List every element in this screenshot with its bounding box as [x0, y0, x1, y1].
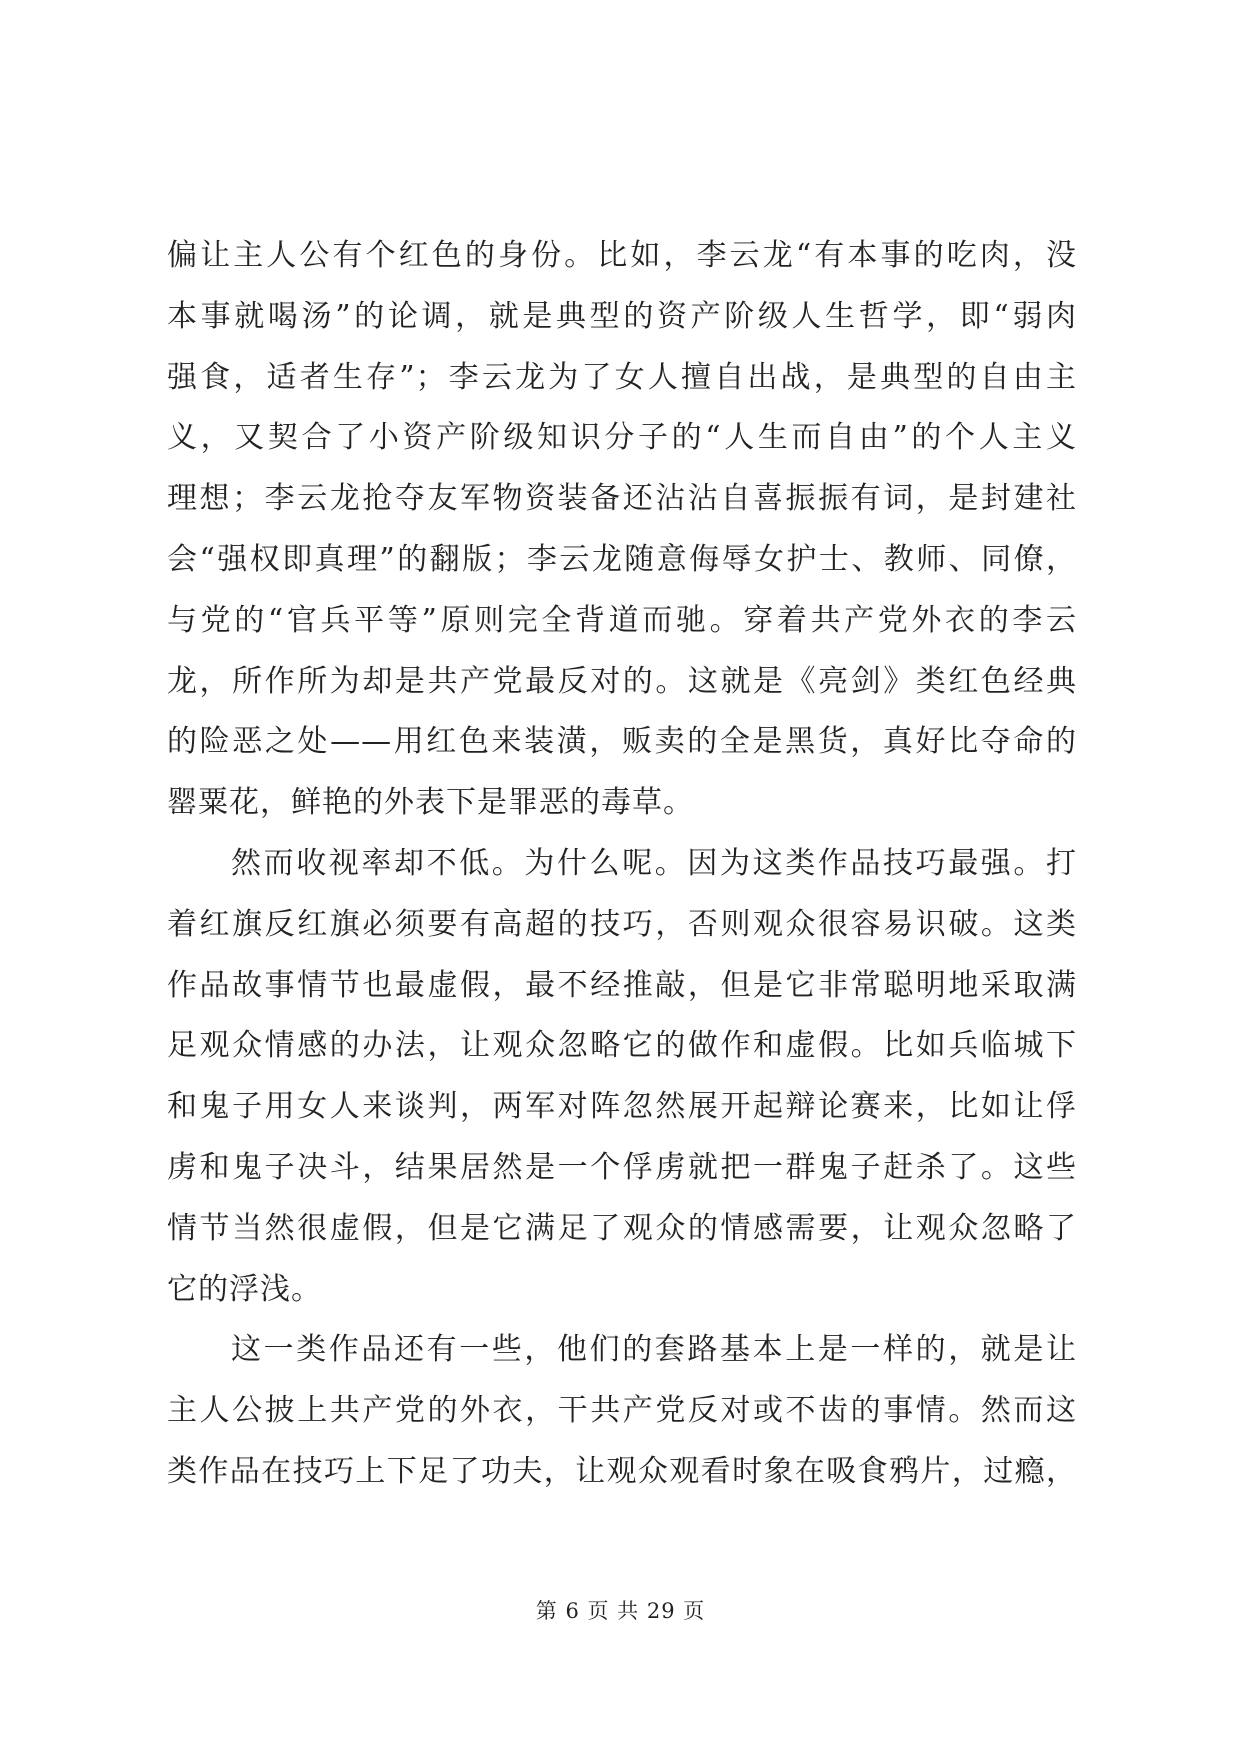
text-line: 然而收视率却不低。为什么呢。因为这类作品技巧最强。打: [231, 845, 1077, 881]
text-line: 它的浮浅。: [167, 1271, 322, 1307]
text-line: 偏让主人公有个红色的身份。比如，李云龙“有本事的吃肉，没: [167, 238, 1077, 273]
text-line: 本事就喝汤”的论调，就是典型的资产阶级人生哲学，即“弱肉: [167, 298, 1077, 334]
text-line: 情节当然很虚假，但是它满足了观众的情感需要，让观众忽略了: [167, 1210, 1077, 1246]
text-line: 和鬼子用女人来谈判，两军对阵忽然展开起辩论赛来，比如让俘: [167, 1089, 1077, 1125]
text-line: 罂粟花，鲜艳的外表下是罪恶的毒草。: [167, 785, 694, 821]
text-line: 足观众情感的办法，让观众忽略它的做作和虚假。比如兵临城下: [167, 1028, 1077, 1064]
text-line: 义，又契合了小资产阶级知识分子的“人生而自由”的个人主义: [167, 420, 1077, 456]
text-line: 着红旗反红旗必须要有高超的技巧，否则观众很容易识破。这类: [167, 906, 1077, 942]
text-line: 理想；李云龙抢夺友军物资装备还沾沾自喜振振有词，是封建社: [167, 481, 1077, 517]
page-footer: [0, 1595, 1241, 1625]
text-line: 作品故事情节也最虚假，最不经推敲，但是它非常聪明地采取满: [167, 967, 1077, 1003]
text-line: 龙，所作所为却是共产党最反对的。这就是《亮剑》类红色经典: [167, 663, 1077, 699]
text-line: 类作品在技巧上下足了功夫，让观众观看时象在吸食鸦片，过瘾，: [167, 1453, 1077, 1489]
text-line: 这一类作品还有一些，他们的套路基本上是一样的，就是让: [231, 1332, 1077, 1368]
text-line: 强食，适者生存”；李云龙为了女人擅自出战，是典型的自由主: [167, 359, 1077, 395]
text-line: 主人公披上共产党的外衣，干共产党反对或不齿的事情。然而这: [167, 1393, 1077, 1429]
page-number: 第 6 页 共 29 页: [535, 1599, 706, 1623]
text-line: 会“强权即真理”的翻版；李云龙随意侮辱女护士、教师、同僚，: [167, 541, 1077, 577]
text-line: 的险恶之处——用红色来装潢，贩卖的全是黑货，真好比夺命的: [167, 724, 1077, 760]
body-text: [167, 226, 1077, 1503]
text-line: 与党的“官兵平等”原则完全背道而驰。穿着共产党外衣的李云: [167, 602, 1077, 638]
text-line: 虏和鬼子决斗，结果居然是一个俘虏就把一群鬼子赶杀了。这些: [167, 1149, 1077, 1185]
